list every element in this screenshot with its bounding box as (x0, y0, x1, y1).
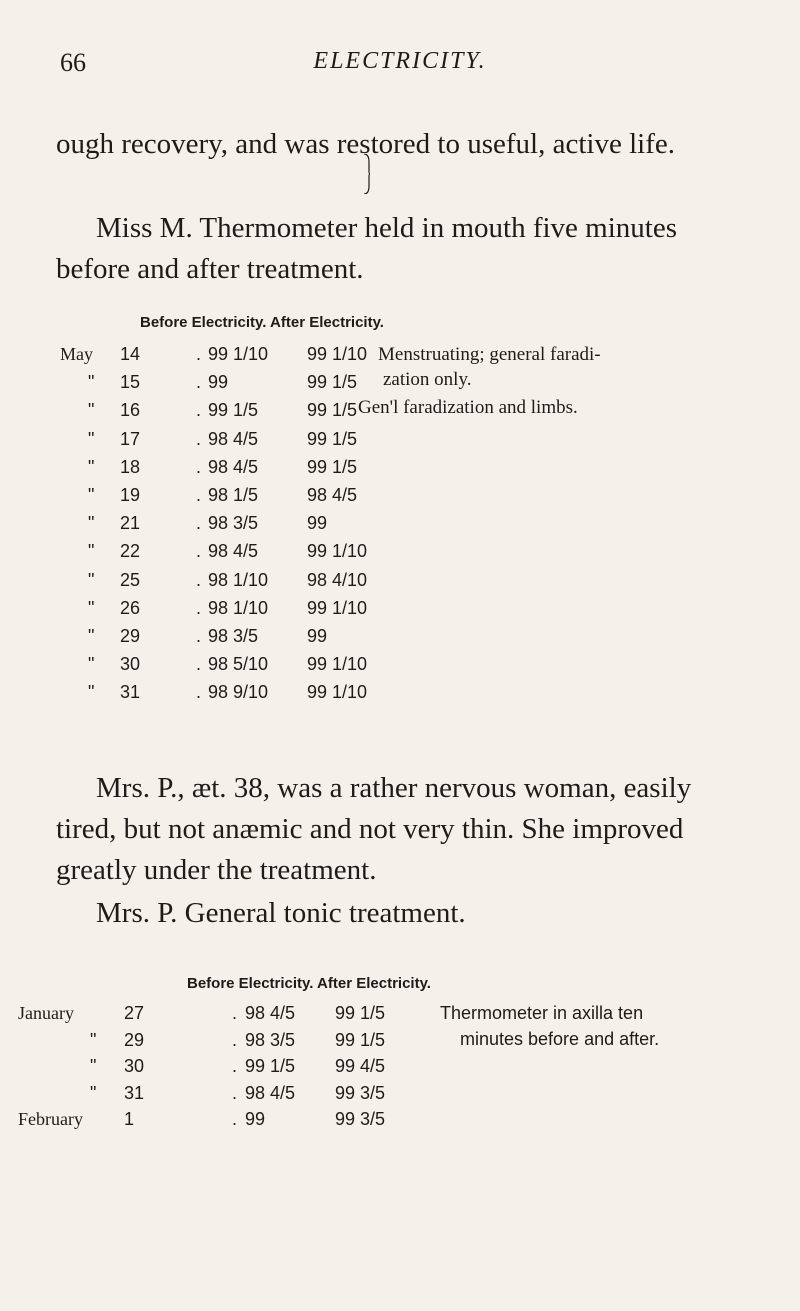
cell-day: 27 (124, 1003, 145, 1023)
cell-before: 99 1/10 (208, 344, 269, 364)
cell-before: 98 3/5 (208, 513, 259, 534)
cell-dot: . (196, 541, 202, 562)
table-row (0, 626, 800, 650)
cell-dot: . (196, 456, 202, 477)
cell-month: " (88, 654, 95, 675)
cell-day: 21 (120, 513, 141, 534)
cell-before: 98 1/5 (208, 485, 259, 505)
running-head: ELECTRICITY. (313, 48, 487, 74)
cell-before: 99 (245, 1109, 266, 1129)
cell-before: 98 1/10 (208, 597, 269, 618)
cell-day: 30 (124, 1056, 145, 1076)
cell-before: 99 1/5 (208, 400, 259, 421)
cell-month: " (88, 541, 95, 562)
cell-dot: . (196, 485, 202, 505)
cell-before: 99 (208, 372, 229, 393)
cell-dot: . (196, 682, 202, 703)
cell-day: 30 (120, 654, 141, 675)
cell-before: 98 1/10 (208, 569, 269, 590)
cell-dot: . (232, 1109, 238, 1129)
cell-dot: . (196, 597, 202, 618)
cell-dot: . (232, 1056, 238, 1076)
cell-after: 98 4/10 (307, 569, 368, 590)
table-note: Thermometer in axilla ten (440, 1003, 644, 1023)
cell-day: 19 (120, 485, 141, 505)
cell-dot: . (196, 569, 202, 590)
cell-month: " (90, 1056, 97, 1076)
cell-month: " (90, 1082, 97, 1103)
table-caption: Before Electricity. After Electricity. (187, 975, 431, 992)
cell-month: " (88, 569, 95, 590)
table-row (0, 485, 800, 509)
cell-day: 31 (120, 682, 141, 703)
cell-day: 17 (120, 428, 141, 449)
cell-dot: . (196, 654, 202, 675)
cell-after: 99 1/5 (307, 400, 358, 421)
cell-after: 99 1/10 (307, 597, 368, 618)
cell-after: 99 1/5 (307, 372, 358, 393)
cell-dot: . (196, 372, 202, 393)
cell-after: 99 1/5 (335, 1029, 386, 1050)
cell-dot: . (196, 400, 202, 421)
cell-month: " (88, 626, 95, 646)
cell-after: 99 1/10 (307, 344, 368, 364)
cell-month: February (18, 1109, 83, 1129)
cell-month: " (88, 428, 95, 449)
paragraph-recovery: ough recovery, and was restored to useful, active life. (56, 128, 675, 160)
cell-after: 99 1/10 (307, 682, 368, 703)
table-row (0, 570, 800, 594)
table-row (0, 1083, 800, 1107)
cell-month: " (90, 1029, 97, 1050)
cell-before: 98 4/5 (245, 1003, 296, 1023)
cell-day: 31 (124, 1082, 145, 1103)
cell-after: 99 4/5 (335, 1056, 386, 1076)
cell-dot: . (196, 428, 202, 449)
cell-dot: . (232, 1082, 238, 1103)
table-note: Gen'l faradization and limbs. (358, 397, 578, 418)
cell-before: 98 3/5 (245, 1029, 296, 1050)
cell-before: 98 3/5 (208, 626, 259, 646)
table-row (0, 429, 800, 453)
cell-month: " (88, 513, 95, 534)
cell-before: 98 5/10 (208, 654, 269, 675)
cell-day: 26 (120, 597, 141, 618)
table-row (0, 1003, 800, 1027)
table-row (0, 457, 800, 481)
table-row (0, 513, 800, 537)
cell-before: 98 4/5 (208, 456, 259, 477)
cell-dot: . (196, 513, 202, 534)
cell-before: 98 4/5 (208, 428, 259, 449)
cell-before: 98 4/5 (245, 1082, 296, 1103)
paragraph-mrs-p: Mrs. P., æt. 38, was a rather nervous woman, easily tired, but not anæmic and not very thin. She improved greatly under the treatment. (56, 772, 692, 886)
cell-day: 16 (120, 400, 141, 421)
table-note: zation only. (383, 369, 472, 390)
cell-month: " (88, 682, 95, 703)
table-row (0, 1056, 800, 1080)
cell-after: 99 1/10 (307, 541, 368, 562)
paragraph-mrs-p-treatment: Mrs. P. General tonic treatment. (96, 897, 466, 929)
cell-after: 99 (307, 513, 328, 534)
cell-day: 29 (124, 1029, 145, 1050)
cell-month: May (60, 344, 93, 364)
cell-dot: . (232, 1003, 238, 1023)
cell-month: " (88, 597, 95, 618)
cell-after: 99 1/10 (307, 654, 368, 675)
brace-icon (364, 154, 370, 194)
cell-day: 25 (120, 569, 141, 590)
paragraph-miss-m: Miss M. Thermometer held in mouth five minutes before and after treatment. (56, 212, 678, 285)
table-row (0, 541, 800, 565)
cell-month: " (88, 485, 95, 505)
cell-after: 99 1/5 (335, 1003, 386, 1023)
table-row (0, 654, 800, 678)
cell-after: 99 1/5 (307, 456, 358, 477)
table-row (0, 1109, 800, 1133)
table-caption: Before Electricity. After Electricity. (140, 314, 384, 331)
table-row (0, 598, 800, 622)
cell-day: 18 (120, 456, 141, 477)
cell-month: January (18, 1003, 74, 1023)
cell-after: 99 1/5 (307, 428, 358, 449)
table-row (0, 682, 800, 706)
cell-before: 98 4/5 (208, 541, 259, 562)
cell-dot: . (196, 344, 202, 364)
cell-day: 14 (120, 344, 141, 364)
cell-after: 99 3/5 (335, 1109, 386, 1129)
page-header (60, 48, 740, 88)
page-number: 66 (60, 48, 86, 77)
cell-day: 1 (124, 1109, 135, 1129)
table-row (0, 1030, 800, 1054)
cell-month: " (88, 400, 95, 421)
cell-before: 99 1/5 (245, 1056, 296, 1076)
cell-dot: . (196, 626, 202, 646)
cell-month: " (88, 456, 95, 477)
cell-day: 29 (120, 626, 141, 646)
cell-after: 98 4/5 (307, 485, 358, 505)
cell-day: 15 (120, 372, 141, 393)
cell-month: " (88, 372, 95, 393)
cell-before: 98 9/10 (208, 682, 269, 703)
table-note: minutes before and after. (460, 1029, 660, 1049)
cell-after: 99 3/5 (335, 1082, 386, 1103)
table-note: Menstruating; general faradi- (378, 344, 601, 365)
cell-after: 99 (307, 626, 328, 646)
cell-dot: . (232, 1029, 238, 1050)
cell-day: 22 (120, 541, 141, 562)
